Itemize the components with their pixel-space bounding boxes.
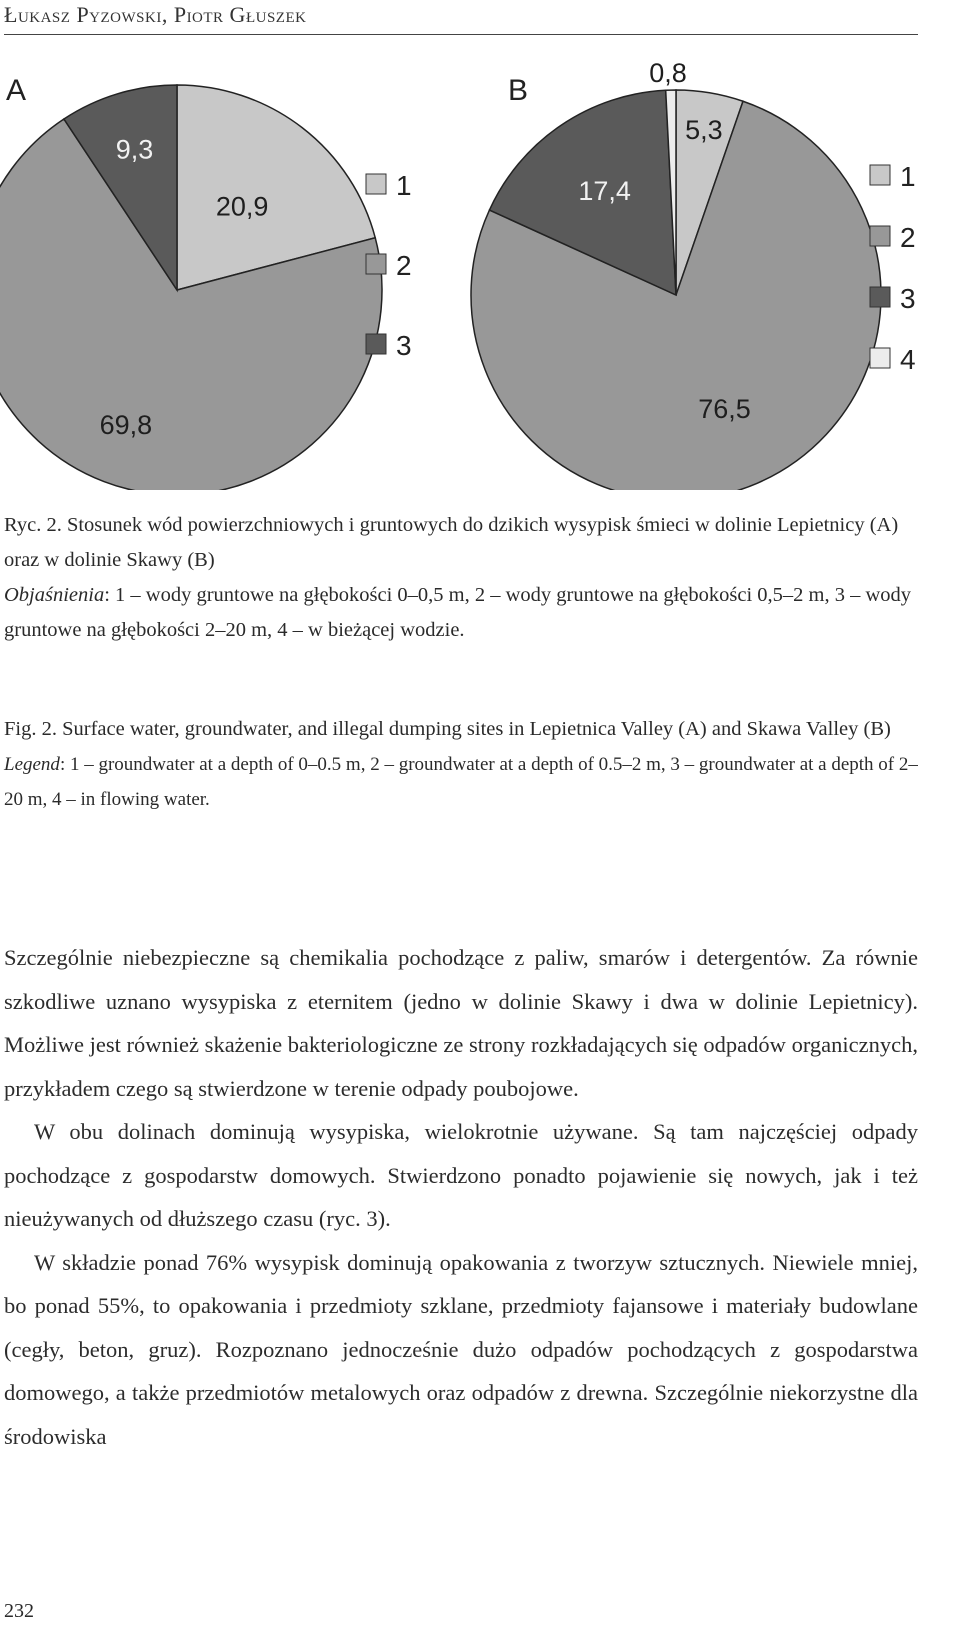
legend-label-1: 1 <box>396 170 412 201</box>
pie-chart-b <box>471 58 881 490</box>
legend-swatch-2 <box>366 254 386 274</box>
data-label-1: 20,9 <box>215 191 269 222</box>
running-header: Łukasz Pyzowski, Piotr Głuszek <box>4 2 307 27</box>
data-label-3: 9,3 <box>115 134 154 165</box>
legend-label-2: 2 <box>396 250 412 281</box>
pie-chart-a <box>0 85 382 490</box>
data-label-2: 76,5 <box>698 394 751 424</box>
caption-en-legend-text: : 1 – groundwater at a depth of 0–0.5 m, 2 – groundwater at a depth of 0.5–2 m, 3 – groundwater at a depth of 2–20 m, 4 – in flowing water. <box>4 754 918 810</box>
legend-swatch-3 <box>366 334 386 354</box>
body-text <box>4 936 918 1458</box>
caption-en-title: Fig. 2. Surface water, groundwater, and illegal dumping sites in Lepietnica Valley (A) and Skawa Valley (B) <box>4 718 891 740</box>
pie-charts-figure <box>0 40 960 490</box>
legend-swatch-2 <box>870 226 890 246</box>
caption-pl-legend-text: : 1 – wody gruntowe na głębokości 0–0,5 m, 2 – wody gruntowe na głębokości 0,5–2 m, 3 – wody gruntowe na głębokości 2–20 m, 4 – w bieżącej wodzie. <box>4 584 912 641</box>
panel-a-label: A <box>6 74 27 107</box>
data-label-1: 5,3 <box>685 115 723 146</box>
caption-pl-legend <box>4 578 918 648</box>
legend-swatch-3 <box>870 287 890 307</box>
data-label-2: 69,8 <box>99 410 153 441</box>
caption-en-legend <box>4 747 918 817</box>
data-label-3: 17,4 <box>578 175 631 206</box>
caption-pl-title: Ryc. 2. Stosunek wód powierzchniowych i gruntowych do dzikich wysypisk śmieci w dolinie Lepietnicy (A) oraz w dolinie Skawy (B) <box>4 514 899 571</box>
figure-caption-en <box>4 712 918 817</box>
caption-en-legend-label: Legend <box>4 754 60 775</box>
figure-caption-pl <box>4 508 918 648</box>
legend-label-2: 2 <box>900 222 916 253</box>
body-paragraph-3: W składzie ponad 76% wysypisk dominują opakowania z tworzyw sztucznych. Niewiele mniej, bo ponad 55%, to opakowania i przedmioty szklane, przedmioty fajansowe i materiały budowlane (cegły, beton, gruz). Rozpoznano jednocześnie dużo odpadów pochodzących z gospodarstwa domowego, a także przedmiotów metalowych oraz odpadów z drewna. Szczególnie niekorzystne dla środowiska <box>4 1249 918 1449</box>
data-label-4: 0,8 <box>649 58 687 88</box>
legend-label-3: 3 <box>396 330 412 361</box>
legend-label-3: 3 <box>900 283 916 314</box>
header-rule <box>4 34 918 35</box>
legend-label-1: 1 <box>900 161 916 192</box>
caption-pl-legend-label: Objaśnienia <box>4 584 105 606</box>
body-paragraph-1: Szczególnie niebezpieczne są chemikalia pochodzące z paliw, smarów i detergentów. Za równie szkodliwe uznano wysypiska z eternitem (jedno w dolinie Skawy i dwa w dolinie Lepietnicy). Możliwe jest również skażenie bakteriologiczne ze strony rozkładających się odpadów organicznych, przykładem czego są stwierdzone w terenie odpady poubojowe. <box>4 945 918 1101</box>
panel-b-label: B <box>508 74 529 107</box>
legend-swatch-4 <box>870 348 890 368</box>
legend-label-4: 4 <box>900 344 916 375</box>
page-number: 232 <box>4 1600 34 1622</box>
legend-swatch-1 <box>366 174 386 194</box>
legend-swatch-1 <box>870 165 890 185</box>
body-paragraph-2: W obu dolinach dominują wysypiska, wielokrotnie używane. Są tam najczęściej odpady pochodzące z gospodarstw domowych. Stwierdzono ponadto pojawienie się nowych, jak i też nieużywanych od dłuższego czasu (ryc. 3). <box>4 1119 918 1231</box>
